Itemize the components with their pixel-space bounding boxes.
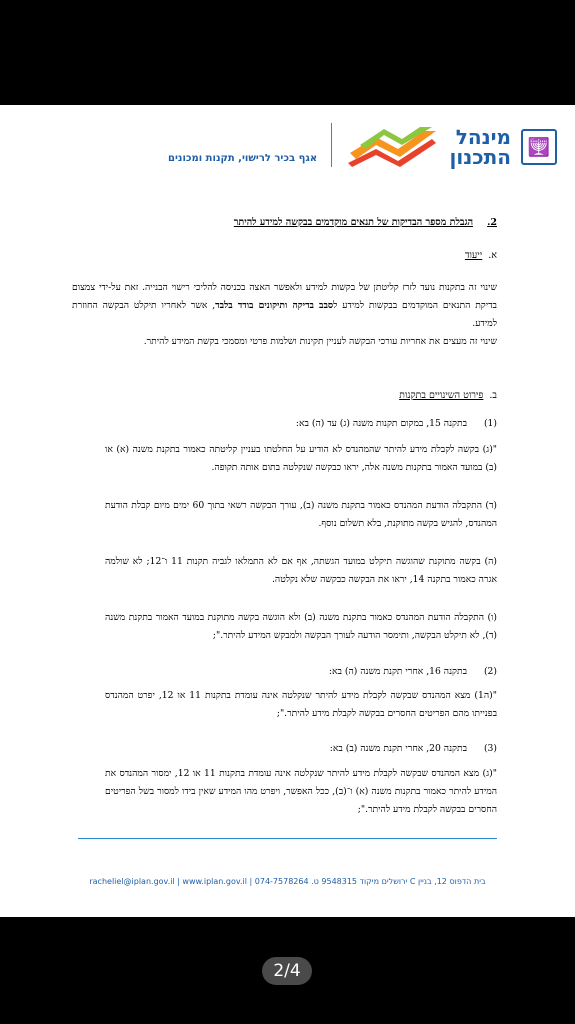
change-3-number: (3) bbox=[483, 743, 497, 754]
change-3-text: בתקנה 20, אחרי תקנת משנה (ב) בא: bbox=[329, 743, 467, 754]
change-2-number: (2) bbox=[483, 666, 497, 677]
department-name: אגף בכיר לרישוי, תקנות ומכונים bbox=[168, 153, 318, 164]
org-logo bbox=[449, 127, 557, 167]
change-3 bbox=[330, 743, 497, 754]
change-1-number: (1) bbox=[483, 418, 497, 429]
clause-d: (ד) התקבלה הודעת המהנדס כאמור בתקנת משנה (ב), עורך הבקשה רשאי בתוך 60 ימים מיום קבלת הודעת המהנדס, להגיש בקשה מתוקנת, בלא תשלום נוסף. bbox=[105, 500, 497, 529]
document-page bbox=[0, 105, 575, 917]
purpose-paragraph-2: שינוי זה מעצים את אחריות עורכי הבקשה לעניין תקינות ושלמות פרטי ומסמכי בקשת המידע להיתר. bbox=[143, 336, 497, 347]
clause-h: (ה) בקשה מתוקנת שהוגשה תיקלט במועד הגשתה, אף אם לא התמלאו לגביה תקנות 11 ו־12; לא שולמה אגרה כאמור בתקנה 14, יראו את הבקשה כבקשה שלא נקלטה. bbox=[105, 556, 497, 585]
section-title-text: הגבלת מספר הבדיקות של תנאים מוקדמים בבקשה למידע להיתר bbox=[233, 217, 474, 228]
purpose-bold-text: סבב בדיקה ותיקונים בודד בלבד bbox=[215, 300, 334, 311]
clause-v: (ו) התקבלה הודעת המהנדס כאמור בתקנת משנה (ב) ולא הוגשה בקשה מתוקנת במועד האמור בתקנת משנה (ד), לא תיקלט הבקשה, ותימסר הודעה לעורך הבקשה ולמבקש המידע להיתר."; bbox=[105, 612, 497, 641]
clause-g: "(ג) בקשה לקבלת מידע להיתר שהמהנדס לא הודיע על החלטתו בעניין קליטתה כאמור בתקנת משנה (א) או (ב) במועד האמור בתקנות משנה אלה, יראו כבקשה שנקלטה בתום אותה תקופה. bbox=[105, 444, 497, 473]
subsection-b-title: פירוט השינויים בתקנות bbox=[399, 390, 484, 401]
subsection-a-label: א. bbox=[488, 250, 497, 261]
purpose-text-end: , אשר לאחריו תיקלט הבקשה החוזרת למידע. bbox=[72, 300, 497, 329]
page-indicator: 2/4 bbox=[262, 957, 312, 985]
section-title bbox=[234, 217, 497, 228]
subsection-b-label: ב. bbox=[489, 390, 497, 401]
change-1 bbox=[296, 418, 497, 429]
footer-contact: בית הדפוס 12, בניין C ירושלים מיקוד 9548315 ט. 074-7578264 | racheliel@iplan.gov.il | www.iplan.gov.il bbox=[89, 877, 486, 886]
subsection-a-title: ייעוד bbox=[464, 250, 483, 261]
org-name-line2: התכנון bbox=[449, 145, 511, 169]
subsection-a-heading bbox=[465, 250, 497, 261]
header-divider bbox=[331, 123, 332, 167]
purpose-paragraph-1 bbox=[72, 279, 497, 333]
planning-logo-icon bbox=[346, 123, 438, 167]
purpose-text: שינוי זה בתקנות נועד לזרז קליטתן של בקשות למידע ולאפשר האצה בכניסה להליכי רישוי הבנייה. זאת על-ידי צמצום בדיקת התנאים המוקדמים בבקשות למידע ל bbox=[72, 282, 497, 311]
menorah-emblem-icon: 🕎 bbox=[521, 129, 557, 165]
section-number: 2. bbox=[487, 217, 497, 228]
change-2-text: בתקנה 16, אחרי תקנת משנה (ה) בא: bbox=[328, 666, 467, 677]
clause-g-20: "(ג) מצא המהנדס שבקשה לקבלת מידע להיתר שנקלטה אינה עומדת בתקנות 11 או 12, ימסור המהנדס את המידע להיתר כאמור בתקנות משנה (א) ו־(ב), ככל האפשר, ויפרט מהו המידע שאין בידו למסור בשל הפריטים החסרים בבקשה לקבלת מידע להיתר."; bbox=[105, 768, 497, 815]
change-2 bbox=[329, 666, 497, 677]
clause-h1: "(ה1) מצא המהנדס שבקשה לקבלת מידע להיתר שנקלטה אינה עומדת בתקנות 11 או 12, יפרט המהנדס בפנייתו מהם הפריטים החסרים בבקשה לקבלת מידע להיתר."; bbox=[105, 690, 497, 719]
org-name-line1: מינהל bbox=[455, 125, 511, 149]
footer-divider bbox=[78, 838, 497, 839]
change-1-text: בתקנה 15, במקום תקנות משנה (ג) עד (ה) בא: bbox=[295, 418, 467, 429]
subsection-b-heading bbox=[399, 390, 497, 401]
